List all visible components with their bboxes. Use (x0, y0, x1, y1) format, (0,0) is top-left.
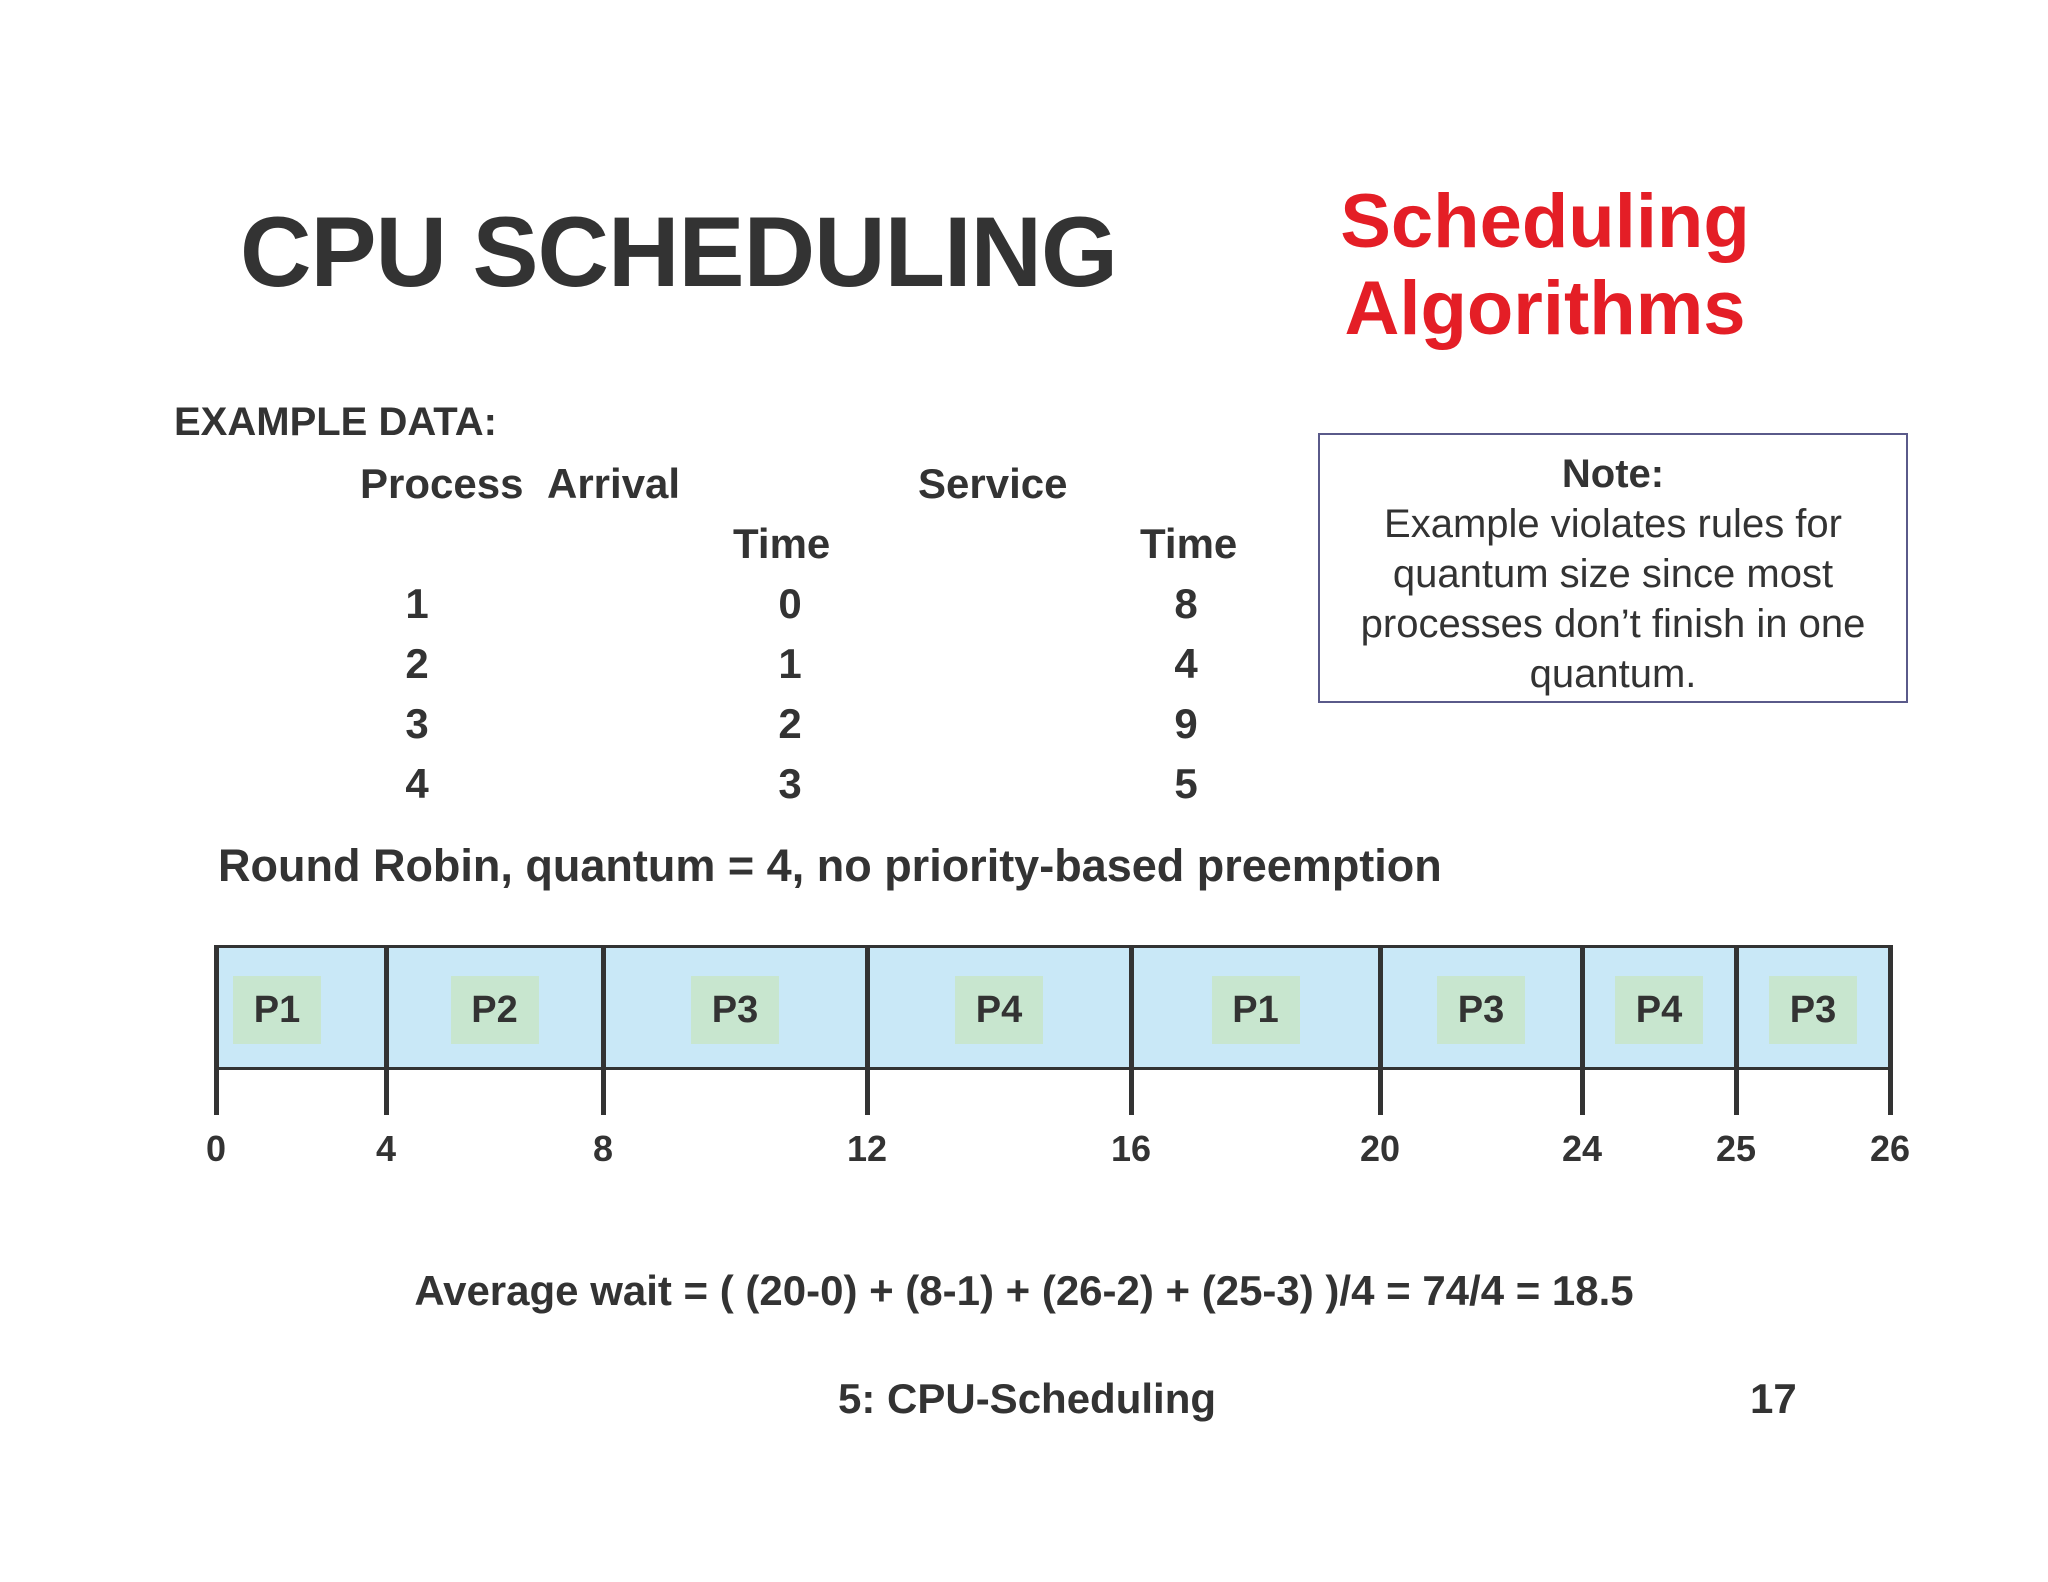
table-cell: 4 (405, 760, 429, 807)
gantt-time-label: 12 (846, 1128, 888, 1169)
note-line: quantum size since most (1392, 552, 1834, 596)
table-cell: 4 (1174, 640, 1198, 687)
slide-title: CPU SCHEDULING (240, 196, 1118, 307)
round-robin-label: Round Robin, quantum = 4, no priority-based preemption (218, 840, 1442, 891)
note-line: quantum. (1529, 652, 1697, 696)
gantt-time-label: 26 (1869, 1128, 1911, 1169)
note-box (1318, 433, 1908, 703)
table-cell: 2 (405, 640, 429, 687)
gantt-time-label: 0 (205, 1128, 227, 1169)
gantt-tick (1580, 945, 1585, 1115)
example-data-label: EXAMPLE DATA: (174, 400, 497, 444)
table-cell: 2 (778, 700, 802, 747)
gantt-time-label: 20 (1359, 1128, 1401, 1169)
gantt-segment-label: P1 (233, 976, 321, 1044)
table-cell: 3 (405, 700, 429, 747)
table-cell: 1 (405, 580, 429, 627)
header-service: Service (918, 460, 1068, 507)
header-process: Process (360, 460, 524, 507)
gantt-segment-label: P4 (1615, 976, 1703, 1044)
header-service-time: Time (1140, 520, 1238, 567)
gantt-tick (1378, 945, 1383, 1115)
table-cell: 8 (1174, 580, 1198, 627)
table-cell: 9 (1174, 700, 1198, 747)
gantt-time-label: 4 (375, 1128, 397, 1169)
gantt-tick (384, 945, 389, 1115)
gantt-segment-label: P4 (955, 976, 1043, 1044)
subtitle-line-1: Scheduling (1340, 179, 1750, 264)
gantt-segment-label: P3 (691, 976, 779, 1044)
slide-subtitle (1320, 178, 1770, 352)
gantt-segment-label: P2 (451, 976, 539, 1044)
note-line: processes don’t finish in one (1360, 602, 1866, 646)
subtitle-line-2: Algorithms (1344, 266, 1746, 351)
note-line: Example violates rules for (1384, 502, 1842, 546)
table-cell: 0 (778, 580, 802, 627)
gantt-tick (865, 945, 870, 1115)
table-cell: 5 (1174, 760, 1198, 807)
gantt-tick (601, 945, 606, 1115)
gantt-time-label: 25 (1715, 1128, 1757, 1169)
header-arrival: Arrival (547, 460, 681, 507)
gantt-tick (214, 945, 219, 1115)
header-arrival-time: Time (733, 520, 831, 567)
average-wait: Average wait = ( (20-0) + (8-1) + (26-2) + (25-3) )/4 = 74/4 = 18.5 (414, 1267, 1634, 1314)
gantt-tick (1734, 945, 1739, 1115)
gantt-segment-label: P1 (1212, 976, 1300, 1044)
table-cell: 1 (778, 640, 802, 687)
slide-footer: 5: CPU-Scheduling (838, 1375, 1217, 1422)
table-cell: 3 (778, 760, 802, 807)
gantt-time-label: 16 (1110, 1128, 1152, 1169)
note-title: Note: (1561, 452, 1665, 496)
page-number: 17 (1750, 1375, 1797, 1422)
gantt-time-label: 8 (592, 1128, 614, 1169)
gantt-segment-label: P3 (1437, 976, 1525, 1044)
gantt-tick (1129, 945, 1134, 1115)
gantt-tick (1888, 945, 1893, 1115)
gantt-time-label: 24 (1561, 1128, 1603, 1169)
gantt-segment-label: P3 (1769, 976, 1857, 1044)
